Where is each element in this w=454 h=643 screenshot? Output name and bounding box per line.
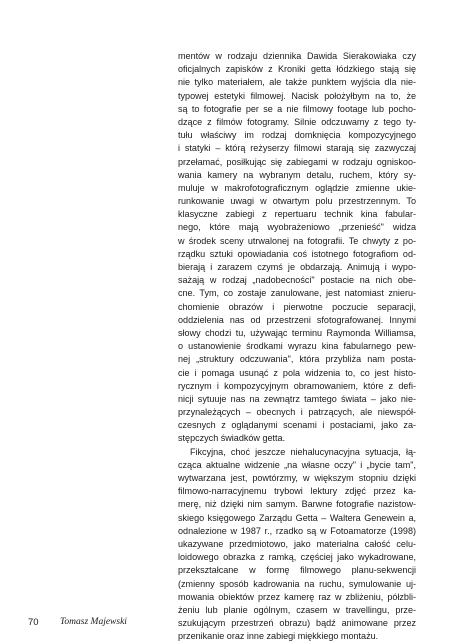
- text-line: rządku sztuki opowiadania coś istotnego fotografiom od-: [178, 248, 416, 259]
- running-author: Tomasz Majewski: [60, 617, 127, 627]
- text-line: cząca aktualne widzenie „na własne oczy" i „bycie tam",: [178, 459, 416, 470]
- page-number: 70: [28, 617, 39, 628]
- text-line: dzące z filmów fotogramy. Silnie odczuwamy z tego ty-: [178, 116, 416, 127]
- text-line: przenikanie oraz inne zabiegi miękkiego montażu.: [178, 631, 379, 642]
- text-line: loidowego obrazka z ramką, częściej jako wykadrowane,: [178, 552, 416, 563]
- text-line: (zmienny sposób kadrowania na ruchu, symulowanie uj-: [178, 578, 416, 589]
- text-line: mentów w rodzaju dziennika Dawida Sierakowiaka czy: [178, 51, 416, 61]
- page-footer: [0, 617, 454, 631]
- text-line: skiego księgowego Zarządu Getta – Waltera Genewein a,: [178, 512, 416, 523]
- paragraph-first-line: Fikcyjna, choć jeszcze niehalucynacyjna sytuacja, łą-: [190, 446, 416, 457]
- text-line: przełamać, posiłkując się zabiegami w rodzaju ogniskoo-: [178, 156, 416, 167]
- text-line: rycznym i kompozycyjnym obramowaniem, które z defi-: [178, 380, 416, 391]
- body-text: [178, 50, 416, 643]
- text-line: nej „struktury odczuwania", która przybliża nam posta-: [178, 354, 416, 365]
- text-line: żeniu lub planie ogólnym, czasem w travellingu, prze-: [178, 604, 416, 615]
- text-line: typowej estetyki filmowej. Nacisk położyłbym na to, że: [178, 90, 416, 101]
- text-line: merę, niż dzięki nim samym. Barwne fotografie nazistow-: [178, 499, 416, 510]
- text-line: słowy chodzi tu, używając terminu Raymonda Williamsa,: [178, 327, 416, 338]
- text-line: tułu właściwy im rodzaj domknięcia kompozycyjnego: [178, 130, 416, 141]
- text-line: oddzielenia nas od przestrzeni sfotografowanej. Innymi: [178, 314, 416, 325]
- text-line: nego, które mają wyobrażeniowo „przenieść" widza: [178, 222, 416, 233]
- text-line: oficjalnych zapisków z Kroniki getta łódzkiego stają się: [178, 64, 416, 75]
- text-line: filmowo-narracyjnemu trybowi lektury zdjęć przez ka-: [178, 486, 416, 497]
- text-line: o ustanowienie środkami wyrazu kina fabularnego pew-: [178, 341, 416, 352]
- text-line: mowania obiektów przez kamerę raz w zbliżeniu, półzbli-: [178, 591, 416, 602]
- text-line: bierają i zarazem czymś je obdarzają. Animują i wypo-: [178, 262, 416, 272]
- text-line: odnalezione w 1987 r., rzadko są w Fotoamatorze (1998): [178, 525, 416, 536]
- text-line: klasyczne zabiegi z repertuaru technik kina fabular-: [178, 209, 416, 220]
- text-line: szukującym przestrzeń obrazu) bądź animowane przez: [178, 618, 416, 629]
- text-line: cie i pomaga usunąć z pola widzenia to, co jest histo-: [178, 367, 416, 378]
- text-line: stępczych świadków getta.: [178, 433, 286, 444]
- text-line: chomienie obrazów i pierwotne poczucie separacji,: [178, 301, 416, 312]
- text-line: wania kamery na wybranym detalu, ruchem, który sy-: [178, 169, 416, 180]
- text-line: nicji sytuuje nas na zewnątrz tamtego świata – jako nie-: [178, 393, 416, 404]
- text-line: i statyki – którą reżyserzy filmowi starają się zazwyczaj: [178, 143, 416, 154]
- text-line: cne. Tym, co zostaje zanulowane, jest natomiast znieru-: [178, 288, 416, 299]
- text-line: są to fotografie per se a nie filmowy footage lub pocho-: [178, 103, 416, 114]
- text-line: wytwarzana jest, powtórzmy, w większym stopniu dzięki: [178, 473, 416, 483]
- text-line: ukazywane przedmiotowo, jako materialna całość celu-: [178, 538, 416, 549]
- text-line: muluje w makrofotograficznym oglądzie zmienne ukie-: [178, 182, 416, 193]
- text-line: czesnych z oglądanymi scenami i postaciami, jako za-: [178, 420, 416, 431]
- text-line: przekształcane w formę filmowego planu-sekwencji: [178, 565, 416, 576]
- text-line: runkowanie uwagi w otwartym polu przestrzennym. To: [178, 196, 416, 207]
- text-line: w środek sceny utrwalonej na fotografii. Te chwyty z po-: [178, 235, 416, 246]
- text-line: przynależących – obecnych i patrzących, ale niewspół-: [178, 407, 416, 418]
- text-line: sażają w rodzaj „nadobecności" postacie na nich obe-: [178, 275, 416, 286]
- text-line: nie tylko materiałem, ale także punktem wyjścia dla nie-: [178, 77, 416, 88]
